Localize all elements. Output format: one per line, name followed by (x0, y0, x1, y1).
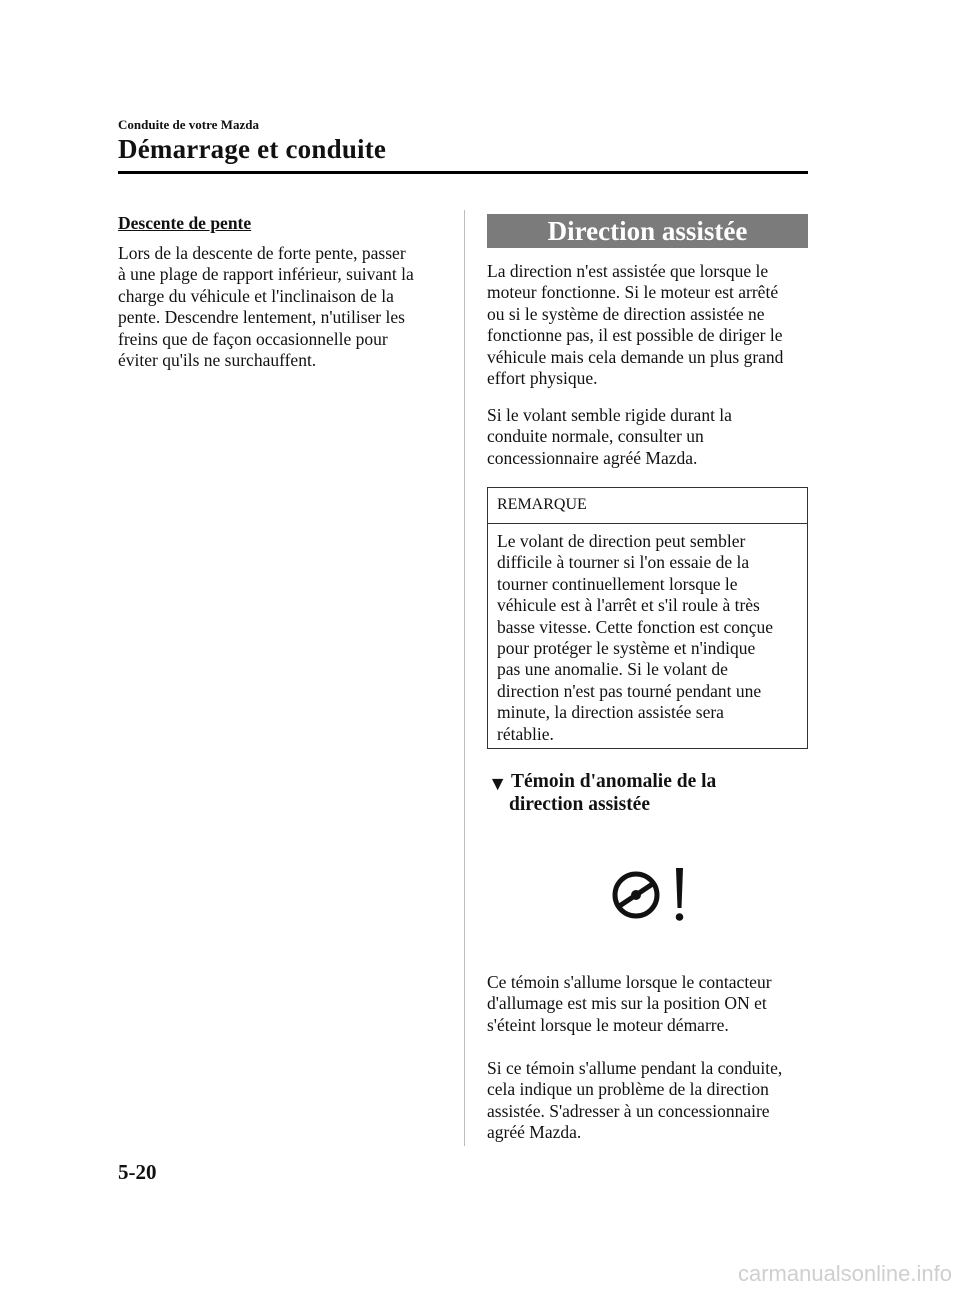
text-line: ou si le système de direction assistée ne (487, 303, 765, 324)
text-line: fonctionne pas, il est possible de diriger le (487, 325, 783, 346)
malfunction-paragraph (487, 1058, 812, 1144)
text-line: éviter qu'ils ne surchauffent. (118, 350, 317, 371)
text-line: assistée. S'adresser à un concessionnaire (487, 1100, 770, 1121)
text-line: basse vitesse. Cette fonction est conçue (497, 616, 774, 637)
section-label: Conduite de votre Mazda (118, 117, 259, 132)
text-line: pente. Descendre lentement, n'utiliser les (118, 307, 405, 328)
subheading-line: direction assistée (509, 794, 650, 815)
text-line: moteur fonctionne. Si le moteur est arrêté (487, 282, 779, 303)
text-line: pas une anomalie. Si le volant de (497, 659, 728, 680)
stiff-wheel-paragraph (487, 405, 812, 469)
text-line: conduite normale, consulter un (487, 426, 704, 447)
text-line: pour protéger le système et n'indique (497, 638, 756, 659)
text-line: agréé Mazda. (487, 1122, 582, 1143)
text-line: à une plage de rapport inférieur, suivant la (118, 264, 414, 285)
descent-heading: Descente de pente (118, 213, 252, 233)
text-line: Le volant de direction peut sembler (497, 531, 746, 551)
text-line: effort physique. (487, 368, 598, 389)
text-line: cela indique un problème de la direction (487, 1079, 769, 1100)
text-line: charge du véhicule et l'inclinaison de la (118, 285, 394, 306)
page-number: 5-20 (118, 1160, 157, 1184)
subheading-line: Témoin d'anomalie de la (511, 771, 717, 792)
text-line: d'allumage est mis sur la position ON et (487, 993, 767, 1014)
text-line: Ce témoin s'allume lorsque le contacteur (487, 972, 772, 992)
text-line: Si le volant semble rigide durant la (487, 405, 732, 425)
text-line: freins que de façon occasionnelle pour (118, 328, 388, 349)
power-steering-warning-icon (610, 863, 690, 923)
text-line: rétablie. (497, 723, 554, 744)
text-line: tourner continuellement lorsque le (497, 573, 738, 594)
text-line: véhicule est à l'arrêt et s'il roule à très (497, 595, 760, 616)
section-title-bar: Direction assistée (487, 214, 808, 248)
text-line: La direction n'est assistée que lorsque le (487, 261, 769, 281)
note-box (487, 487, 808, 749)
text-line: difficile à tourner si l'on essaie de la (497, 552, 750, 573)
text-line: direction n'est pas tourné pendant une (497, 680, 762, 701)
header-rule (118, 171, 808, 174)
power-steering-paragraph (487, 261, 812, 389)
text-line: Lors de la descente de forte pente, passer (118, 243, 406, 263)
note-title-label: REMARQUE (497, 496, 587, 513)
chapter-title: Démarrage et conduite (118, 134, 387, 164)
text-line: s'éteint lorsque le moteur démarre. (487, 1014, 729, 1035)
warning-light-paragraph (487, 972, 812, 1036)
column-divider (464, 210, 465, 1146)
watermark: carmanualsonline.info (737, 1261, 952, 1286)
text-line: concessionnaire agréé Mazda. (487, 447, 698, 468)
triangle-marker-icon: ▼ (488, 774, 508, 795)
descent-paragraph (118, 243, 448, 371)
text-line: minute, la direction assistée sera (497, 702, 724, 723)
note-text (497, 531, 802, 745)
text-line: Si ce témoin s'allume pendant la conduite, (487, 1058, 783, 1078)
note-title (488, 488, 807, 524)
text-line: véhicule mais cela demande un plus grand (487, 346, 784, 367)
